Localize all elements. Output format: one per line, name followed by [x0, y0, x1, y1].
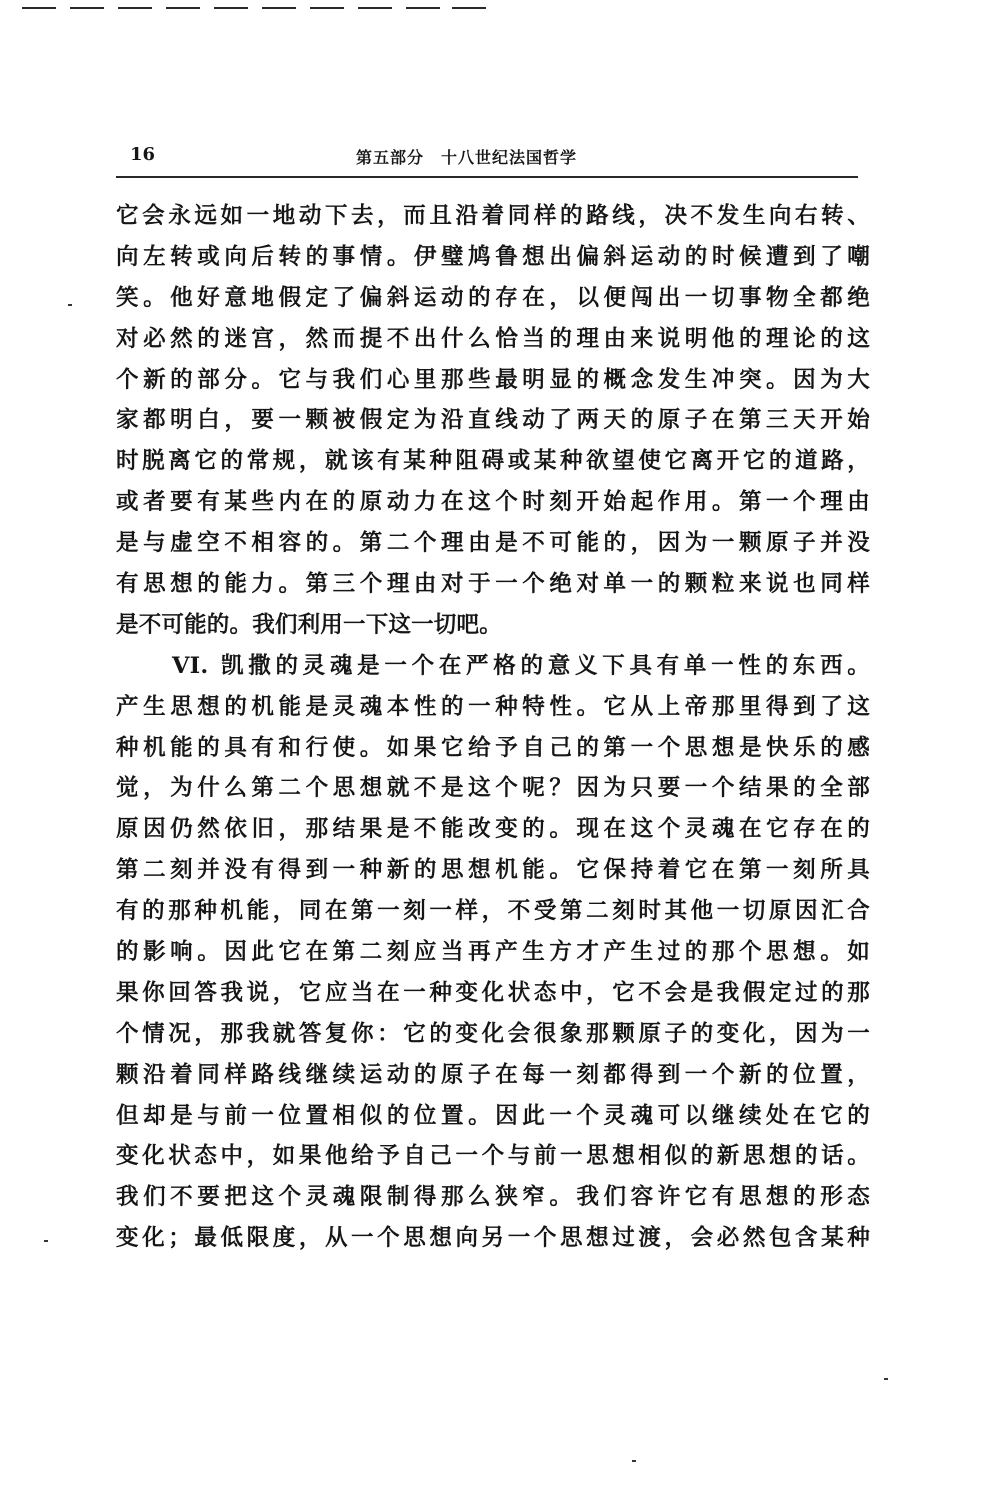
text-line: 个情况，那我就答复你：它的变化会很象那颗原子的变化，因为一: [116, 1020, 870, 1047]
scan-dash: [22, 7, 56, 9]
text-line: 家都明白，要一颗被假定为沿直线动了两天的原子在第三天开始: [116, 407, 870, 434]
scan-dash: [406, 7, 440, 9]
text-line: 有思想的能力。第三个理由对于一个绝对单一的颗粒来说也同样: [116, 571, 870, 598]
scan-speck: [632, 1460, 636, 1462]
text-line: 产生思想的机能是灵魂本性的一种特性。它从上帝那里得到了这: [116, 693, 870, 720]
text-line: 变化状态中，如果他给予自己一个与前一思想相似的新思想的话。: [116, 1143, 870, 1170]
scan-speck: [884, 1378, 888, 1380]
text-line: 是不可能的。我们利用一下这一切吧。: [116, 611, 502, 638]
text-line: 笑。他好意地假定了偏斜运动的存在，以便闯出一切事物全都绝: [116, 284, 870, 311]
scan-dash: [118, 7, 152, 9]
scan-dash: [166, 7, 200, 9]
page-number: 16: [130, 144, 156, 165]
page-header: [118, 140, 858, 176]
text-line: 种机能的具有和行使。如果它给予自己的第一个思想是快乐的感: [116, 734, 870, 761]
body-text: [116, 196, 870, 1259]
text-line: 是与虚空不相容的。第二个理由是不可能的，因为一颗原子并没: [116, 530, 870, 557]
text-line: 第二刻并没有得到一种新的思想机能。它保持着它在第一刻所具: [116, 857, 870, 884]
scan-dash: [214, 7, 248, 9]
text-line: VI. 凯撒的灵魂是一个在严格的意义下具有单一性的东西。: [172, 652, 870, 679]
text-line: 我们不要把这个灵魂限制得那么狭窄。我们容许它有思想的形态: [116, 1184, 870, 1211]
text-line: 有的那种机能，同在第一刻一样，不受第二刻时其他一切原因汇合: [116, 898, 870, 925]
running-head: 第五部分 十八世纪法国哲学: [356, 148, 578, 167]
text-line: 果你回答我说，它应当在一种变化状态中，它不会是我假定过的那: [116, 979, 870, 1006]
scan-speck: [68, 304, 72, 306]
scan-dash: [452, 7, 486, 9]
scan-dash: [358, 7, 392, 9]
text-line: 向左转或向后转的事情。伊璧鸠鲁想出偏斜运动的时候遭到了嘲: [116, 243, 870, 270]
scan-dash: [262, 7, 296, 9]
text-line: 的影响。因此它在第二刻应当再产生方才产生过的那个思想。如: [116, 939, 870, 966]
text-line: 对必然的迷宫，然而提不出什么恰当的理由来说明他的理论的这: [116, 325, 870, 352]
text-line: 原因仍然依旧，那结果是不能改变的。现在这个灵魂在它存在的: [116, 816, 870, 843]
text-line: 个新的部分。它与我们心里那些最明显的概念发生冲突。因为大: [116, 366, 870, 393]
text-line: 时脱离它的常规，就该有某种阻碍或某种欲望使它离开它的道路，: [116, 448, 870, 475]
text-line: 或者要有某些内在的原动力在这个时刻开始起作用。第一个理由: [116, 489, 870, 516]
text-line: 它会永远如一地动下去，而且沿着同样的路线，决不发生向右转、: [116, 203, 870, 229]
text-line: 颗沿着同样路线继续运动的原子在每一刻都得到一个新的位置，: [116, 1061, 870, 1088]
header-rule: [116, 176, 858, 178]
scan-dash: [310, 7, 344, 9]
scan-speck: [44, 1240, 48, 1242]
text-line: 变化；最低限度，从一个思想向另一个思想过渡，会必然包含某种: [116, 1225, 870, 1252]
text-line: 觉，为什么第二个思想就不是这个呢？因为只要一个结果的全部: [116, 775, 870, 802]
scan-dash: [70, 7, 104, 9]
text-line: 但却是与前一位置相似的位置。因此一个灵魂可以继续处在它的: [116, 1102, 870, 1129]
